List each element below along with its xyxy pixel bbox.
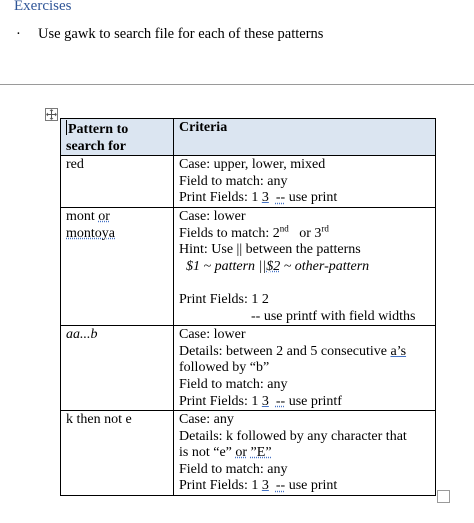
pattern-cell[interactable] — [61, 156, 174, 208]
exercises-heading: Exercises — [14, 0, 72, 14]
criteria-expression: $1 ~ pattern ||$2 ~ other-pattern — [186, 258, 370, 274]
text-cursor — [66, 120, 67, 135]
criteria-field: Field to match: any — [179, 173, 288, 189]
criteria-details: Details: k followed by any character that — [179, 428, 407, 444]
header-pattern-line2: search for — [66, 138, 126, 154]
table-row — [61, 326, 436, 411]
criteria-cell[interactable] — [174, 156, 436, 208]
criteria-note: -- use printf with field widths — [251, 308, 416, 324]
table-row — [61, 207, 436, 325]
criteria-details: Details: between 2 and 5 consecutive a’s — [179, 343, 407, 359]
header-criteria-label: Criteria — [179, 120, 228, 135]
criteria-hint: Hint: Use || between the patterns — [179, 242, 361, 258]
page-divider — [0, 84, 474, 85]
criteria-print: Print Fields: 1 3 -- use print — [179, 478, 338, 494]
criteria-field: Field to match: any — [179, 461, 288, 477]
criteria-case: Case: upper, lower, mixed — [179, 157, 326, 173]
criteria-cell[interactable] — [174, 326, 436, 411]
pattern-text: mont or — [66, 208, 110, 224]
pattern-text: red — [66, 157, 84, 173]
criteria-print: Print Fields: 1 3 -- use printf — [179, 393, 342, 409]
criteria-cell[interactable] — [174, 411, 436, 496]
pattern-cell[interactable] — [61, 326, 174, 411]
pattern-cell[interactable] — [61, 411, 174, 496]
patterns-table[interactable] — [60, 118, 436, 496]
table-header-row — [61, 119, 436, 156]
pattern-cell[interactable] — [61, 207, 174, 325]
criteria-cell[interactable] — [174, 207, 436, 325]
bullet-text: Use gawk to search file for each of these patterns — [38, 26, 324, 42]
header-pattern-cell[interactable] — [61, 119, 174, 156]
criteria-details-2: is not “e” or ”E” — [179, 445, 272, 461]
criteria-details-2: followed by “b” — [179, 360, 270, 376]
pattern-text: k then not e — [66, 412, 132, 428]
pattern-text-line2: montoya — [66, 225, 115, 241]
criteria-case: Case: any — [179, 412, 234, 428]
criteria-field: Field to match: any — [179, 376, 288, 392]
table-row — [61, 156, 436, 208]
pattern-text: aa...b — [66, 327, 98, 343]
bullet-item — [16, 26, 323, 43]
bullet-dot: · — [16, 26, 21, 42]
criteria-case: Case: lower — [179, 327, 246, 343]
table-move-handle-icon[interactable] — [45, 108, 58, 121]
criteria-print: Print Fields: 1 2 — [179, 291, 269, 307]
table-resize-handle-icon[interactable] — [437, 490, 450, 503]
table-row — [61, 411, 436, 496]
header-pattern-line1: Pattern to — [68, 122, 129, 137]
criteria-fields: Fields to match: 2nd or 3rd — [179, 222, 329, 241]
criteria-case: Case: lower — [179, 208, 246, 224]
criteria-print: Print Fields: 1 3 -- use print — [179, 190, 338, 206]
header-criteria-cell[interactable] — [174, 119, 436, 156]
